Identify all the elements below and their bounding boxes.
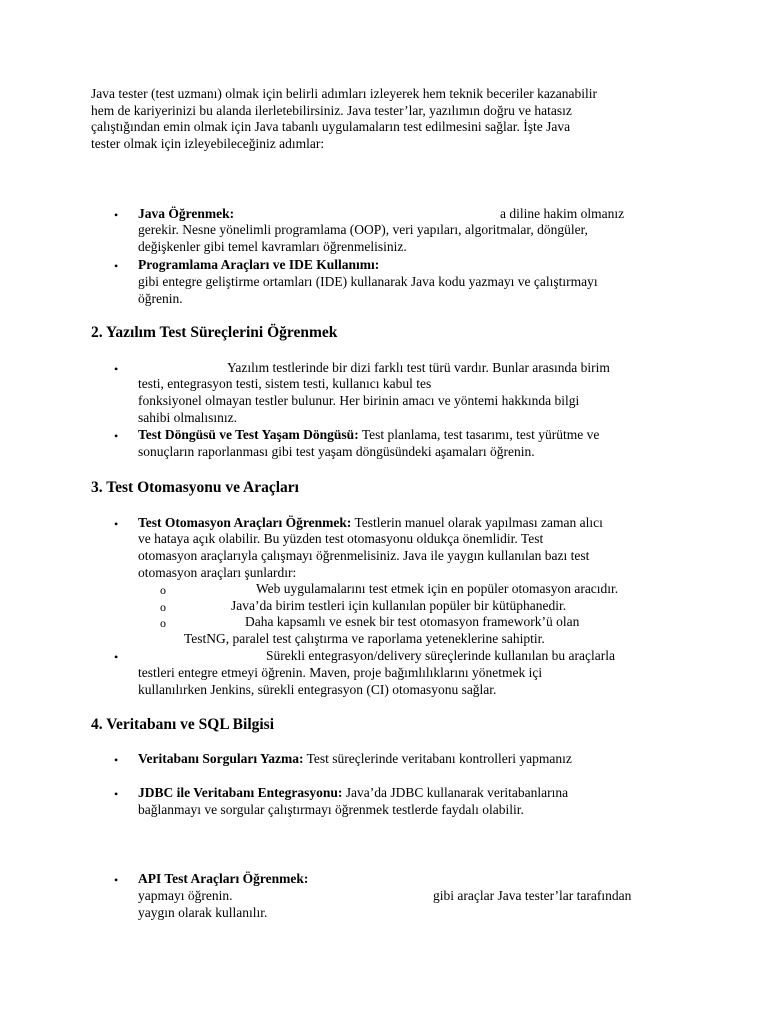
intro-paragraph (91, 86, 691, 152)
jdbc-title: JDBC ile Veritabanı Entegrasyonu: (138, 785, 343, 800)
sub-bullet-marker: o (160, 600, 166, 614)
sub-list-item-text: TestNG, paralel test çalıştırma ve raporlama yeteneklerine sahiptir. (184, 631, 545, 646)
test-cycle-title: Test Döngüsü ve Test Yaşam Döngüsü: (138, 427, 359, 442)
list-item-text: Test planlama, test tasarımı, test yürütme ve (358, 427, 600, 442)
list-item (138, 427, 599, 444)
intro-line: Java tester (test uzmanı) olmak için belirli adımları izleyerek hem teknik beceriler kazanabilir (91, 86, 598, 101)
bullet-marker: • (114, 650, 119, 664)
db-queries-title: Veritabanı Sorguları Yazma: (138, 751, 304, 766)
list-item-text: bağlanmayı ve sorgular çalıştırmayı öğrenmek testlerde faydalı olabilir. (138, 802, 524, 817)
java-learn-title: Java Öğrenmek: (138, 206, 235, 221)
list-item-text: sonuçların raporlanması gibi test yaşam döngüsündeki aşamaları öğrenin. (138, 444, 535, 459)
bullet-marker: • (114, 787, 119, 801)
list-item-text: Test süreçlerinde veritabanı kontrolleri yapmanız (303, 751, 572, 766)
bullet-marker: • (114, 208, 119, 222)
intro-line: hem de kariyerinizi bu alanda ilerletebilirsiniz. Java tester’lar, yazılımın doğru ve hatasız (91, 102, 572, 118)
bullet-marker: • (114, 517, 119, 531)
sub-list-item-text: Web uygulamalarını test etmek için en popüler otomasyon aracıdır. (256, 581, 619, 596)
bullet-marker: • (114, 362, 119, 376)
list-item-text: değişkenler gibi temel kavramları öğrenmelisiniz. (138, 239, 407, 254)
list-item-text: sahibi olmalısınız. (138, 410, 237, 425)
list-item-text: yaygın olarak kullanılır. (138, 905, 268, 920)
list-item-text: Java’da JDBC kullanarak veritabanlarına (342, 785, 569, 800)
automation-tools-title: Test Otomasyon Araçları Öğrenmek: (138, 515, 352, 530)
list-item-text: ve hataya açık olabilir. Bu yüzden test otomasyonu oldukça önemlidir. Test (138, 531, 544, 546)
list-item-text: gerekir. Nesne yönelimli programlama (OOP), veri yapıları, algoritmalar, döngüler, (138, 222, 588, 237)
sub-list-item-text: Daha kapsamlı ve esnek bir test otomasyon framework’ü olan (245, 614, 580, 629)
list-item (138, 751, 572, 768)
list-item-text: a diline hakim olmanız (500, 206, 625, 221)
list-item-text: otomasyon araçları şunlardır: (138, 565, 297, 580)
list-item-text: otomasyon araçlarıyla çalışmayı öğrenmelisiniz. Java ile yaygın kullanılan bazı test (138, 548, 590, 563)
list-item-text: Sürekli entegrasyon/delivery süreçlerinde kullanılan bu araçlarla (266, 648, 615, 663)
sub-list-item-text: Java’da birim testleri için kullanılan popüler bir kütüphanedir. (231, 598, 567, 613)
bullet-marker: • (114, 259, 119, 273)
list-item-text: öğrenin. (138, 291, 183, 306)
list-item-text: gibi entegre geliştirme ortamları (IDE) kullanarak Java kodu yazmayı ve çalıştırmayı (138, 274, 598, 289)
list-item (138, 785, 568, 802)
section-heading: 2. Yazılım Test Süreçlerini Öğrenmek (91, 324, 338, 341)
section-heading: 3. Test Otomasyonu ve Araçları (91, 479, 299, 496)
list-item-text: testi, entegrasyon testi, sistem testi, kullanıcı kabul tes (138, 376, 432, 391)
list-item-text: testleri entegre etmeyi öğrenin. Maven, proje bağımlılıklarını yönetmek içi (138, 665, 543, 680)
list-item-text: kullanılırken Jenkins, sürekli entegrasyon (CI) otomasyonu sağlar. (138, 682, 497, 697)
section-heading: 4. Veritabanı ve SQL Bilgisi (91, 716, 275, 733)
list-item-text: Testlerin manuel olarak yapılması zaman alıcı (351, 515, 603, 530)
bullet-marker: • (114, 873, 119, 887)
bullet-marker: • (114, 753, 119, 767)
list-item (138, 515, 603, 532)
sub-bullet-marker: o (160, 583, 166, 597)
intro-line: tester olmak için izleyebileceğiniz adımlar: (91, 135, 325, 151)
api-tools-title: API Test Araçları Öğrenmek: (138, 871, 309, 886)
list-item-text: gibi araçlar Java tester’lar tarafından (433, 888, 632, 903)
ide-usage-title: Programlama Araçları ve IDE Kullanımı: (138, 257, 380, 272)
list-item-text: Yazılım testlerinde bir dizi farklı test türü vardır. Bunlar arasında birim (227, 360, 610, 375)
list-item-text: yapmayı öğrenin. (138, 888, 233, 903)
intro-line: çalıştığından emin olmak için Java tabanlı uygulamaların test edilmesini sağlar. İşte Java (91, 119, 571, 134)
bullet-marker: • (114, 429, 119, 443)
sub-bullet-marker: o (160, 616, 166, 630)
list-item-text: fonksiyonel olmayan testler bulunur. Her birinin amacı ve yöntemi hakkında bilgi (138, 393, 580, 408)
